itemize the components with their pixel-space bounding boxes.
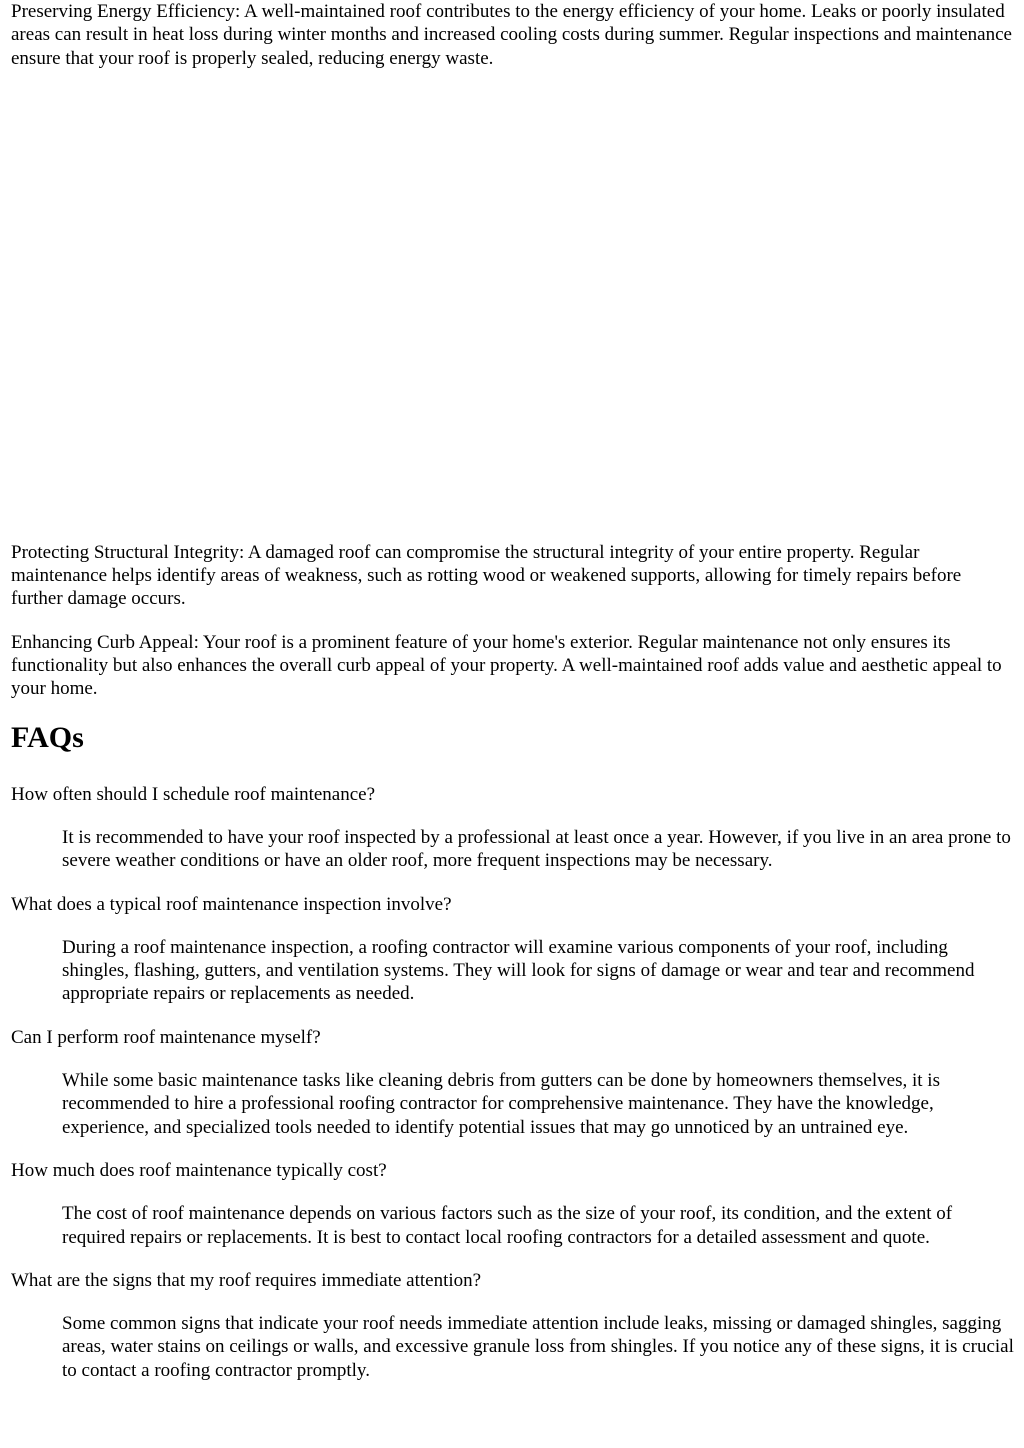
faq-answer: While some basic maintenance tasks like cleaning debris from gutters can be done by homeowners themselves, it is recommended to hire a professional roofing contractor for comprehensive maintenance. They have the knowledge, experience, and specialized tools needed to identify potential issues that may go unnoticed by an untrained eye. xyxy=(62,1070,940,1138)
faq-question: What does a typical roof maintenance inspection involve? xyxy=(11,893,452,915)
faq-answer: During a roof maintenance inspection, a roofing contractor will examine various components of your roof, including shingles, flashing, gutters, and ventilation systems. They will look for signs of damage or wear and tear and recommend appropriate repairs or replacements as needed. xyxy=(62,936,975,1005)
paragraph-curb-appeal: Enhancing Curb Appeal: Your roof is a prominent feature of your home's exterior. Regular maintenance not only ensures its functionality but also enhances the overall curb appeal of your property. A well-maintained roof adds value and aesthetic appeal to your home. xyxy=(11,631,1002,700)
paragraph-structural-integrity: Protecting Structural Integrity: A damaged roof can compromise the structural integrity of your entire property. Regular maintenance helps identify areas of weakness, such as rotting wood or weakened supports, allowing for timely repairs before further damage occurs. xyxy=(11,541,962,610)
faq-list xyxy=(11,783,1014,1382)
faq-question: What are the signs that my roof requires immediate attention? xyxy=(11,1269,482,1291)
paragraph-energy-efficiency: Preserving Energy Efficiency: A well-maintained roof contributes to the energy efficiency of your home. Leaks or poorly insulated areas can result in heat loss during winter months and increased cooling costs during summer. Regular inspections and maintenance ensure that your roof is properly sealed, reducing energy waste. xyxy=(11,1,1012,69)
blank-image-area xyxy=(11,70,1014,541)
faq-question: Can I perform roof maintenance myself? xyxy=(11,1026,321,1048)
faq-question: How often should I schedule roof maintenance? xyxy=(11,783,376,805)
faq-question: How much does roof maintenance typically cost? xyxy=(11,1159,387,1181)
faq-answer: The cost of roof maintenance depends on various factors such as the size of your roof, its condition, and the extent of required repairs or replacements. It is best to contact local roofing contractors for a detailed assessment and quote. xyxy=(62,1203,953,1248)
faq-heading: FAQs xyxy=(11,720,84,754)
faq-answer: It is recommended to have your roof inspected by a professional at least once a year. However, if you live in an area prone to severe weather conditions or have an older roof, more frequent inspections may be necessary. xyxy=(62,826,1011,872)
faq-answer: Some common signs that indicate your roof needs immediate attention include leaks, missing or damaged shingles, sagging areas, water stains on ceilings or walls, and excessive granule loss from shingles. If you notice any of these signs, it is crucial to contact a roofing contractor promptly. xyxy=(62,1313,1014,1381)
